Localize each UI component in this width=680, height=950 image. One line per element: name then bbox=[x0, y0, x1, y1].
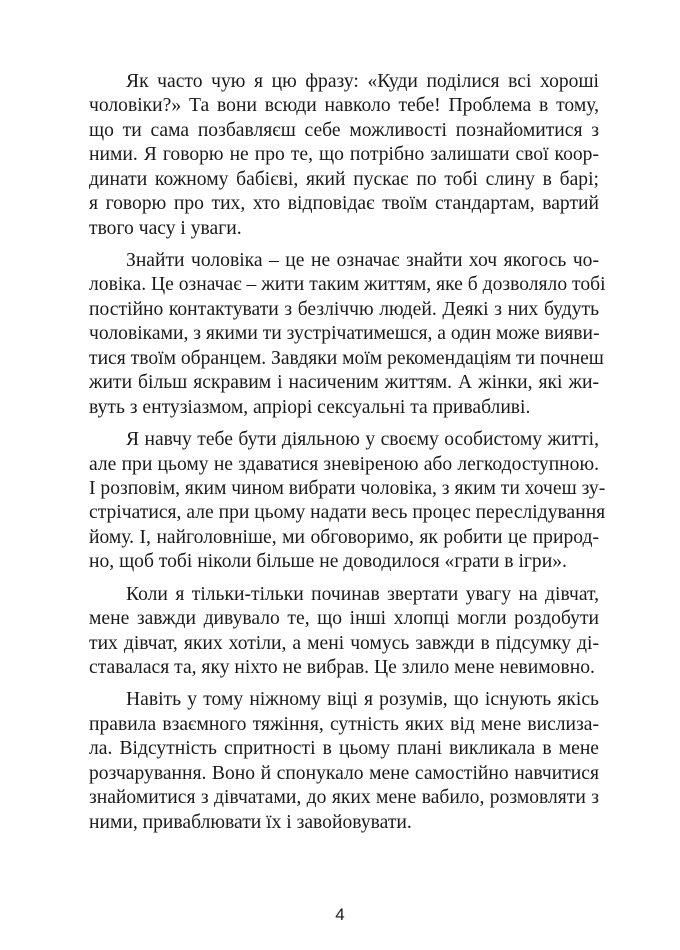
paragraph-1-line: я говорю про тих, хто відповідає твоїм стандартам, вартий bbox=[89, 193, 599, 214]
paragraph-5-line: ними, приваблювати їх і завойовувати. bbox=[89, 812, 412, 833]
paragraph-5-line: знайомитися з дівчатами, до яких мене вабило, розмовляти з bbox=[89, 787, 599, 808]
paragraph-1-line: що ти сама позбавляєш себе можливості познайомитися з bbox=[89, 120, 599, 141]
paragraph-3-line: І розповім, яким чином вибрати чоловіка, з яким ти хочеш зу- bbox=[89, 478, 606, 499]
paragraph-2-line: вуть з ентузіазмом, апріорі сексуальні та привабливі. bbox=[89, 397, 531, 418]
paragraph-3-line: йому. І, найголовніше, ми обговоримо, як робити це природ- bbox=[89, 527, 599, 548]
paragraph-3-line: але при цьому не здаватися зневіреною або легкодоступною. bbox=[89, 454, 599, 475]
paragraph-3-line: но, щоб тобі ніколи більше не доводилося «грати в ігри». bbox=[89, 551, 567, 572]
paragraph-4-line: тих дівчат, яких хотіли, а мені чомусь завжди в підсумку ді- bbox=[89, 633, 599, 654]
paragraph-4-line: ставалася та, яку ніхто не вибрав. Це злило мене невимовно. bbox=[89, 657, 595, 678]
paragraph-2-line: Знайти чоловіка – це не означає знайти хоч якогось чо- bbox=[126, 250, 599, 271]
paragraph-2-line: постійно контактувати з безліччю людей. Деякі з них будуть bbox=[89, 299, 599, 320]
paragraph-2-line: чоловіками, з якими ти зустрічатимешся, а один може вияви- bbox=[89, 323, 600, 344]
page-number: 4 bbox=[335, 905, 345, 924]
paragraph-5-line: ла. Відсутність спритності в цьому плані викликала в мене bbox=[89, 738, 599, 759]
paragraph-5-line: Навіть у тому ніжному віці я розумів, що існують якісь bbox=[126, 689, 599, 710]
paragraph-1-line: чоловіки?» Та вони всюди навколо тебе! Проблема в тому, bbox=[89, 95, 599, 116]
paragraph-5-line: розчарування. Воно й спонукало мене самостійно навчитися bbox=[89, 763, 599, 784]
paragraph-1-line: динати кожному бабієві, який пускає по тобі слину в барі; bbox=[89, 169, 599, 190]
paragraph-4-line: Коли я тільки-тільки починав звертати увагу на дівчат, bbox=[126, 584, 599, 605]
paragraph-4-line: мене завжди дивувало те, що інші хлопці могли роздобути bbox=[89, 608, 599, 629]
paragraph-2-line: тися твоїм обранцем. Завдяки моїм рекомендаціям ти почнеш bbox=[89, 348, 604, 369]
paragraph-3-line: стрічатися, але при цьому надати весь процес переслідування bbox=[89, 502, 606, 523]
paragraph-5-line: правила взаємного тяжіння, сутність яких від мене вислиза- bbox=[89, 714, 599, 735]
paragraph-2-line: ловіка. Це означає – жити таким життям, яке б дозволяло тобі bbox=[89, 274, 606, 295]
paragraph-3-line: Я навчу тебе бути діяльною у своєму особистому житті, bbox=[126, 429, 599, 450]
paragraph-1-line: ними. Я говорю не про те, що потрібно залишати свої коор- bbox=[89, 144, 599, 165]
paragraph-1-line: твого часу і уваги. bbox=[89, 218, 242, 239]
paragraph-2-line: жити більш яскравим і насиченим життям. А жінки, які жи- bbox=[89, 372, 599, 393]
paragraph-1-line: Як часто чую я цю фразу: «Куди поділися всі хороші bbox=[126, 71, 599, 92]
